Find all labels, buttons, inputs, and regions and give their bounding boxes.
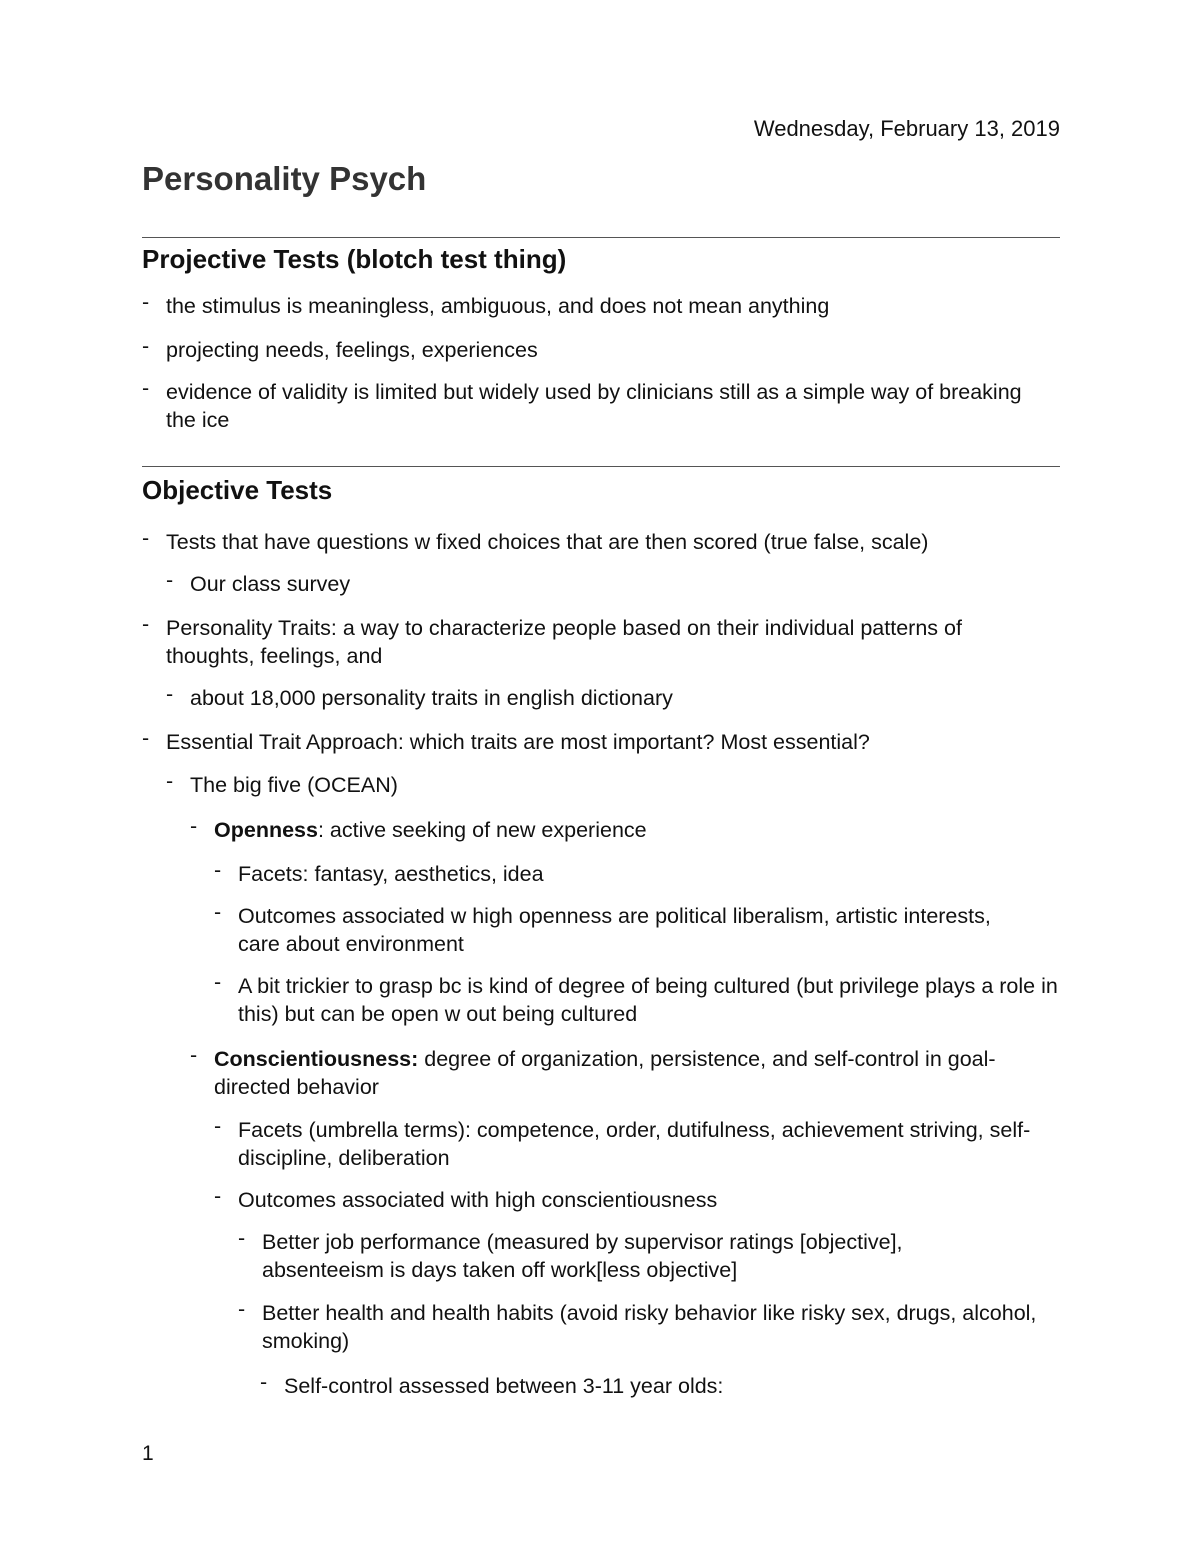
- list-item: [214, 858, 1060, 888]
- term-openness: Openness: [214, 818, 318, 842]
- list-item: [190, 1043, 1044, 1101]
- list-item-text: Outcomes associated w high openness are political liberalism, artistic interests, care about environment: [238, 904, 991, 956]
- list-item-text: Better job performance (measured by supervisor ratings [objective], absenteeism is days taken off work[less objective]: [262, 1230, 903, 1282]
- bullet-dash: -: [166, 682, 174, 706]
- list-item: [142, 526, 1060, 556]
- list-item: [238, 1226, 1022, 1284]
- list-item: [142, 726, 1060, 756]
- section-heading-objective: Objective Tests: [142, 475, 333, 505]
- divider: [142, 237, 1060, 238]
- list-item-text: Personality Traits: a way to characterize people based on their individual patterns of thoughts, feelings, and: [166, 616, 962, 668]
- term-conscientiousness: Conscientiousness:: [214, 1047, 419, 1071]
- list-item: [260, 1370, 1060, 1400]
- list-item-text: Our class survey: [190, 572, 351, 596]
- bullet-dash: -: [142, 526, 150, 550]
- list-item-text: the stimulus is meaningless, ambiguous, and does not mean anything: [166, 294, 830, 318]
- bullet-dash: -: [190, 814, 198, 838]
- list-item: [214, 1184, 1060, 1214]
- list-item: [190, 814, 1060, 844]
- bullet-dash: -: [142, 334, 150, 358]
- bullet-dash: -: [142, 726, 150, 750]
- list-item: [142, 290, 1060, 320]
- list-item-text: Better health and health habits (avoid risky behavior like risky sex, drugs, alcohol, smoking): [262, 1301, 1037, 1353]
- bullet-dash: -: [214, 1114, 222, 1138]
- list-item-text: evidence of validity is limited but widely used by clinicians still as a simple way of breaking the ice: [166, 380, 1022, 432]
- list-item-text: : active seeking of new experience: [317, 818, 647, 842]
- section-heading-projective: Projective Tests (blotch test thing): [142, 244, 567, 274]
- list-item: [166, 568, 1060, 598]
- bullet-dash: -: [142, 376, 150, 400]
- bullet-dash: -: [214, 970, 222, 994]
- list-item-text: Tests that have questions w fixed choices that are then scored (true false, scale): [166, 530, 929, 554]
- list-item: [166, 769, 1060, 799]
- bullet-dash: -: [166, 769, 174, 793]
- page-number: 1: [142, 1442, 154, 1465]
- list-item-text: Essential Trait Approach: which traits are most important? Most essential?: [166, 730, 870, 754]
- bullet-dash: -: [238, 1297, 246, 1321]
- list-item: [214, 970, 1068, 1028]
- divider: [142, 466, 1060, 467]
- page-date: Wednesday, February 13, 2019: [753, 116, 1060, 141]
- bullet-dash: -: [260, 1370, 268, 1394]
- list-item: [166, 682, 1060, 712]
- bullet-dash: -: [142, 612, 150, 636]
- list-item: [142, 334, 1060, 364]
- list-item-text: Self-control assessed between 3-11 year olds:: [284, 1374, 724, 1398]
- list-item-text: A bit trickier to grasp bc is kind of degree of being cultured (but privilege plays a role in this) but can be open w out being cultured: [238, 974, 1058, 1026]
- bullet-dash: -: [214, 1184, 222, 1208]
- list-item: [214, 900, 998, 958]
- list-item-text: Facets (umbrella terms): competence, order, dutifulness, achievement striving, self-discipline, deliberation: [238, 1118, 1031, 1170]
- list-item-text: projecting needs, feelings, experiences: [166, 338, 538, 362]
- bullet-dash: -: [166, 568, 174, 592]
- bullet-dash: -: [214, 900, 222, 924]
- list-item-text: about 18,000 personality traits in english dictionary: [190, 686, 673, 710]
- page-title: Personality Psych: [142, 160, 427, 197]
- list-item-text: The big five (OCEAN): [190, 773, 398, 797]
- list-item-text: degree of organization, persistence, and self-control in goal-directed behavior: [214, 1047, 996, 1099]
- list-item: [238, 1297, 1042, 1355]
- bullet-dash: -: [142, 290, 150, 314]
- list-item: [214, 1114, 1068, 1172]
- bullet-dash: -: [214, 858, 222, 882]
- list-item: [142, 612, 1056, 670]
- list-item: [142, 376, 1036, 434]
- bullet-dash: -: [190, 1043, 198, 1067]
- list-item-text: Outcomes associated with high conscientiousness: [238, 1188, 718, 1212]
- list-item-text: Facets: fantasy, aesthetics, idea: [238, 862, 544, 886]
- bullet-dash: -: [238, 1226, 246, 1250]
